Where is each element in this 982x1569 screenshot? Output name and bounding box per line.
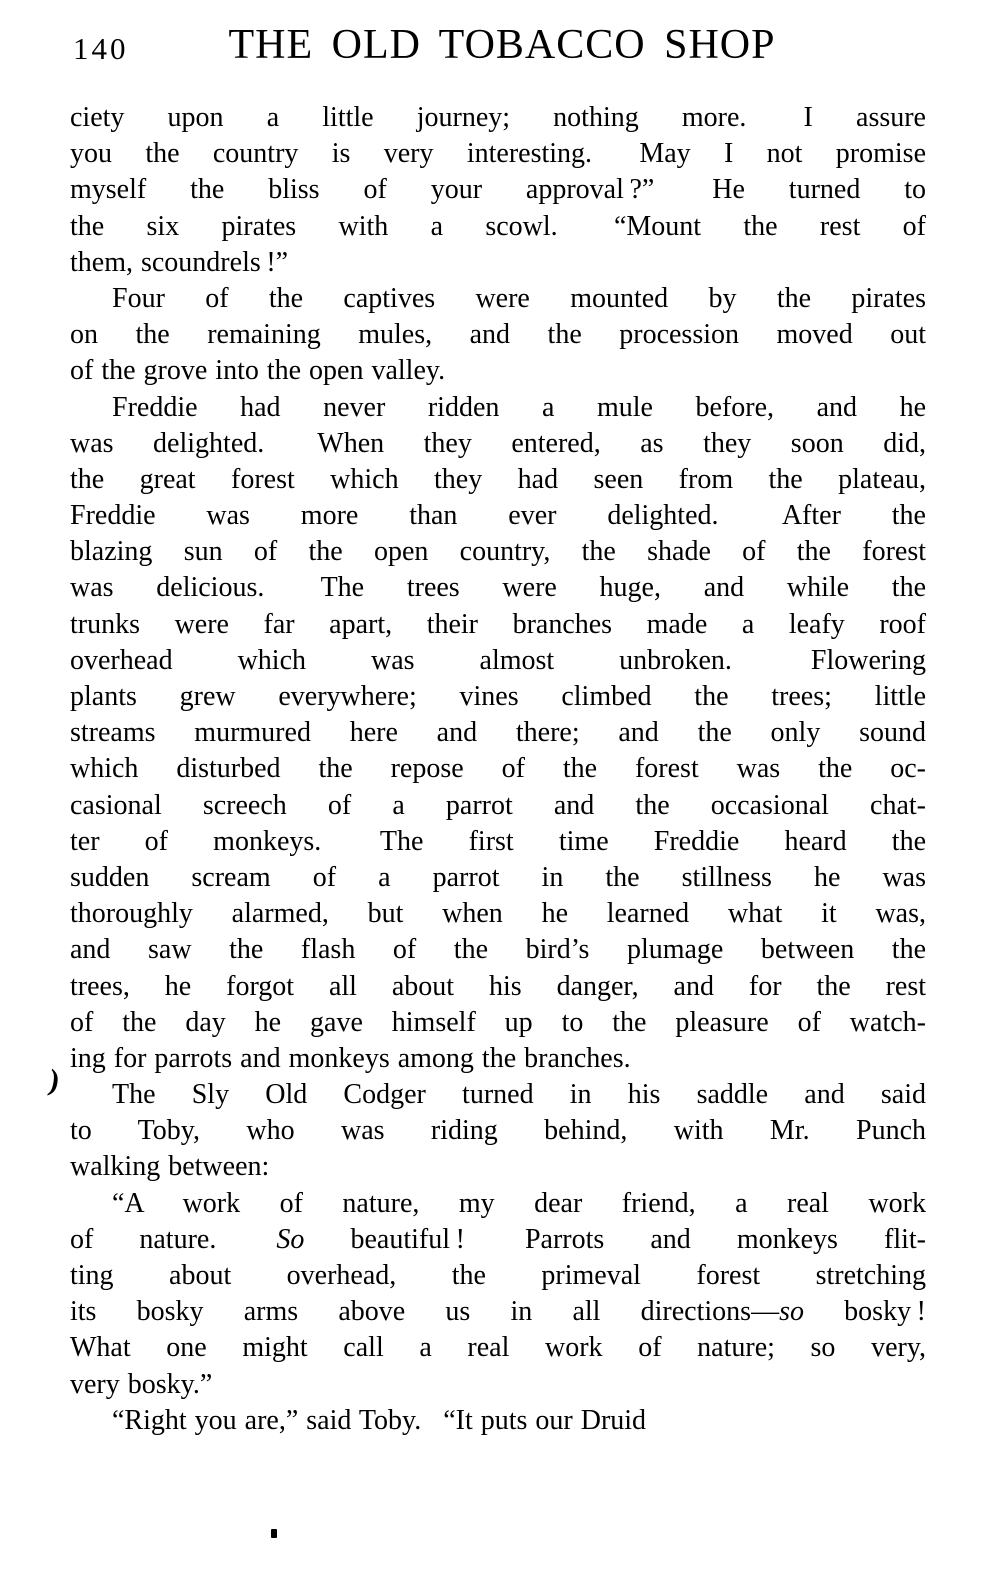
text-line: [70, 643, 926, 679]
page-text: [70, 100, 926, 1439]
text-line: [70, 1186, 926, 1222]
text-line: [70, 860, 926, 896]
text-line: [70, 1077, 926, 1113]
scan-artifact: [271, 1529, 277, 1538]
text-line: [70, 896, 926, 932]
text-segment: bosky !: [803, 1296, 927, 1328]
text-segment: the great forest which they had seen from the plateau,: [70, 463, 926, 495]
text-segment: beautiful ! Parrots and monkeys flit-: [304, 1223, 926, 1255]
text-segment: overhead which was almost unbroken. Flowering: [70, 644, 926, 676]
text-line: [70, 317, 926, 353]
text-segment: plants grew everywhere; vines climbed the trees; little: [70, 681, 926, 712]
text-segment: was delighted. When they entered, as they soon did,: [70, 427, 926, 459]
running-title: THE OLD TOBACCO SHOP: [228, 22, 776, 68]
text-segment: Freddie was more than ever delighted. After the: [70, 500, 926, 532]
text-segment: blazing sun of the open country, the shade of the forest: [70, 536, 926, 568]
text-line: [70, 462, 926, 498]
page-number: 140: [73, 31, 129, 66]
text-segment: and saw the flash of the bird’s plumage between the: [70, 934, 926, 966]
text-line: [70, 751, 926, 787]
text-line: [70, 245, 926, 281]
text-line: [70, 969, 926, 1005]
text-segment: you the country is very interesting. May I not promise: [70, 138, 926, 170]
text-segment: Four of the captives were mounted by the pirates: [112, 282, 926, 314]
text-line: [70, 607, 926, 643]
text-segment: was delicious. The trees were huge, and while the: [70, 572, 926, 604]
italic-text: so: [779, 1296, 804, 1328]
text-line: [70, 1113, 926, 1149]
text-line: [70, 1330, 926, 1366]
scan-artifact: ): [46, 1063, 62, 1098]
text-segment: trees, he forgot all about his danger, and for the rest: [70, 970, 926, 1002]
text-segment: very bosky.”: [70, 1368, 213, 1400]
text-segment: streams murmured here and there; and the only sound: [70, 717, 926, 749]
text-line: [70, 1149, 926, 1185]
text-segment: ter of monkeys. The first time Freddie heard the: [70, 825, 926, 857]
text-segment: myself the bliss of your approval ?” He turned to: [70, 174, 926, 206]
text-line: [70, 1005, 926, 1041]
text-segment: on the remaining mules, and the procession moved out: [70, 319, 926, 351]
italic-text: So: [276, 1223, 305, 1255]
text-line: [70, 1222, 926, 1258]
text-line: [70, 679, 926, 715]
text-segment: casional screech of a parrot and the occasional chat-: [70, 789, 926, 821]
text-line: [70, 1294, 926, 1330]
text-line: [70, 1041, 926, 1077]
text-line: [70, 172, 926, 208]
text-segment: of the day he gave himself up to the pleasure of watch-: [70, 1006, 926, 1038]
text-segment: trunks were far apart, their branches made a leafy roof: [70, 608, 926, 640]
text-segment: the six pirates with a scowl. “Mount the rest of: [70, 210, 926, 242]
text-segment: ing for parrots and monkeys among the branches.: [70, 1042, 631, 1074]
text-line: [70, 281, 926, 317]
text-line: [70, 715, 926, 751]
text-line: [70, 209, 926, 245]
text-segment: Freddie had never ridden a mule before, and he: [112, 391, 926, 423]
text-segment: its bosky arms above us in all directions—: [70, 1296, 780, 1328]
text-line: [70, 353, 926, 389]
text-line: [70, 824, 926, 860]
text-segment: The Sly Old Codger turned in his saddle and said: [112, 1079, 926, 1111]
text-line: [70, 932, 926, 968]
text-segment: which disturbed the repose of the forest was the oc-: [70, 753, 926, 785]
text-line: [70, 100, 926, 136]
text-line: [70, 534, 926, 570]
text-segment: What one might call a real work of nature; so very,: [70, 1332, 926, 1364]
text-line: [70, 498, 926, 534]
text-segment: walking between:: [70, 1151, 270, 1183]
text-line: [70, 1403, 926, 1439]
text-segment: of the grove into the open valley.: [70, 355, 446, 387]
text-line: [70, 570, 926, 606]
text-segment: them, scoundrels !”: [70, 246, 289, 278]
text-line: [70, 426, 926, 462]
text-segment: “Right you are,” said Toby. “It puts our Druid: [112, 1404, 647, 1436]
text-line: [70, 788, 926, 824]
text-segment: ting about overhead, the primeval forest stretching: [70, 1260, 926, 1291]
text-segment: “A work of nature, my dear friend, a real work: [112, 1187, 926, 1219]
text-segment: sudden scream of a parrot in the stillness he was: [70, 861, 926, 893]
text-segment: thoroughly alarmed, but when he learned what it was,: [70, 898, 926, 930]
text-line: [70, 1367, 926, 1403]
text-line: [70, 136, 926, 172]
text-segment: of nature.: [70, 1223, 277, 1255]
text-segment: to Toby, who was riding behind, with Mr. Punch: [70, 1115, 926, 1147]
text-segment: ciety upon a little journey; nothing more. I assure: [70, 102, 926, 133]
text-line: [70, 1258, 926, 1294]
text-line: [70, 390, 926, 426]
